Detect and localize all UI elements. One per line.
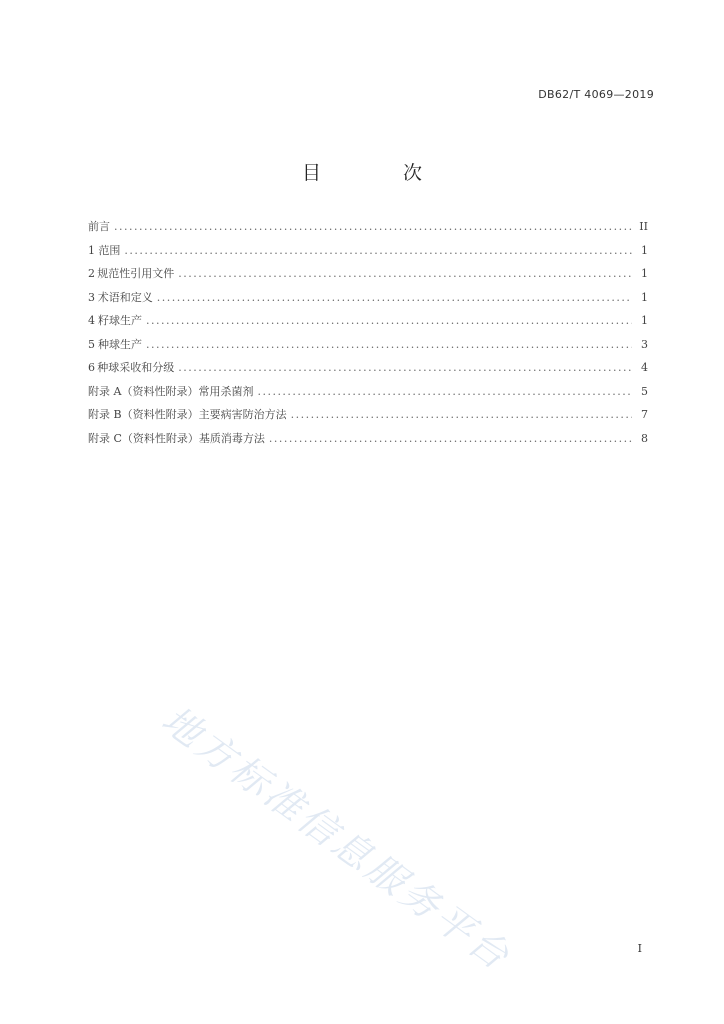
toc-entry-page: 1 (641, 314, 648, 327)
toc-entry-number: 2 (88, 267, 95, 280)
toc-leader-dots (157, 291, 632, 304)
toc-entry-title: 种球生产 (97, 337, 142, 351)
toc-annex-label: 附录 B（资料性附录） (88, 408, 199, 421)
toc-entry-terms-definitions[interactable] (88, 289, 648, 313)
toc-entry-annex-b[interactable] (88, 406, 648, 430)
toc-entry-annex-a[interactable] (88, 383, 648, 407)
toc-entry-annex-c[interactable] (88, 430, 648, 454)
toc-entry-page: 1 (641, 290, 648, 304)
toc-entry-page: 1 (641, 243, 648, 257)
toc-entry-harvest-grading[interactable] (88, 359, 648, 383)
standard-code: DB62/T 4069—2019 (538, 88, 654, 101)
toc-entry-page: 1 (641, 267, 648, 280)
toc-entry-title: 常用杀菌剂 (198, 384, 254, 398)
toc-entry-normative-references[interactable] (88, 265, 648, 289)
toc-annex-label: 附录 C（资料性附录） (88, 431, 199, 445)
toc-entry-page: 3 (641, 337, 648, 351)
toc-entry-page: 8 (641, 431, 648, 445)
toc-entry-title: 规范性引用文件 (97, 267, 175, 280)
toc-entry-page: 5 (641, 384, 648, 398)
table-of-contents (88, 218, 648, 453)
toc-leader-dots (178, 361, 632, 374)
watermark: 地方标准信息服务平台 (153, 697, 520, 980)
toc-leader-dots (124, 244, 632, 257)
toc-entry-title: 籽球生产 (97, 314, 142, 327)
toc-leader-dots (114, 220, 632, 233)
toc-entry-foreword[interactable] (88, 218, 648, 242)
toc-entry-page: II (639, 220, 648, 233)
toc-entry-title: 种球采收和分级 (97, 361, 175, 374)
toc-entry-bulblet-production[interactable] (88, 312, 648, 336)
toc-leader-dots (257, 385, 632, 398)
toc-leader-dots (146, 338, 632, 351)
toc-entry-number: 1 (88, 243, 95, 257)
toc-entry-number: 4 (88, 314, 95, 327)
toc-entry-number: 6 (88, 361, 95, 374)
toc-leader-dots (269, 432, 632, 445)
toc-entry-scope[interactable] (88, 242, 648, 266)
toc-entry-title: 主要病害防治方法 (198, 408, 287, 421)
toc-entry-title: 范围 (98, 243, 121, 257)
toc-entry-page: 7 (641, 408, 648, 421)
toc-annex-label: 附录 A（资料性附录） (88, 384, 199, 398)
toc-entry-title: 基质消毒方法 (198, 431, 265, 445)
toc-leader-dots (178, 267, 632, 280)
toc-leader-dots (291, 408, 632, 421)
toc-entry-page: 4 (641, 361, 648, 374)
toc-entry-number: 5 (88, 337, 95, 351)
toc-entry-number: 3 (88, 290, 95, 304)
toc-entry-title: 术语和定义 (97, 290, 153, 304)
page-number: I (637, 942, 642, 955)
toc-entry-title: 前言 (88, 220, 110, 233)
toc-entry-bulb-production[interactable] (88, 336, 648, 360)
toc-title: 目 次 (301, 162, 461, 184)
toc-leader-dots (146, 314, 632, 327)
